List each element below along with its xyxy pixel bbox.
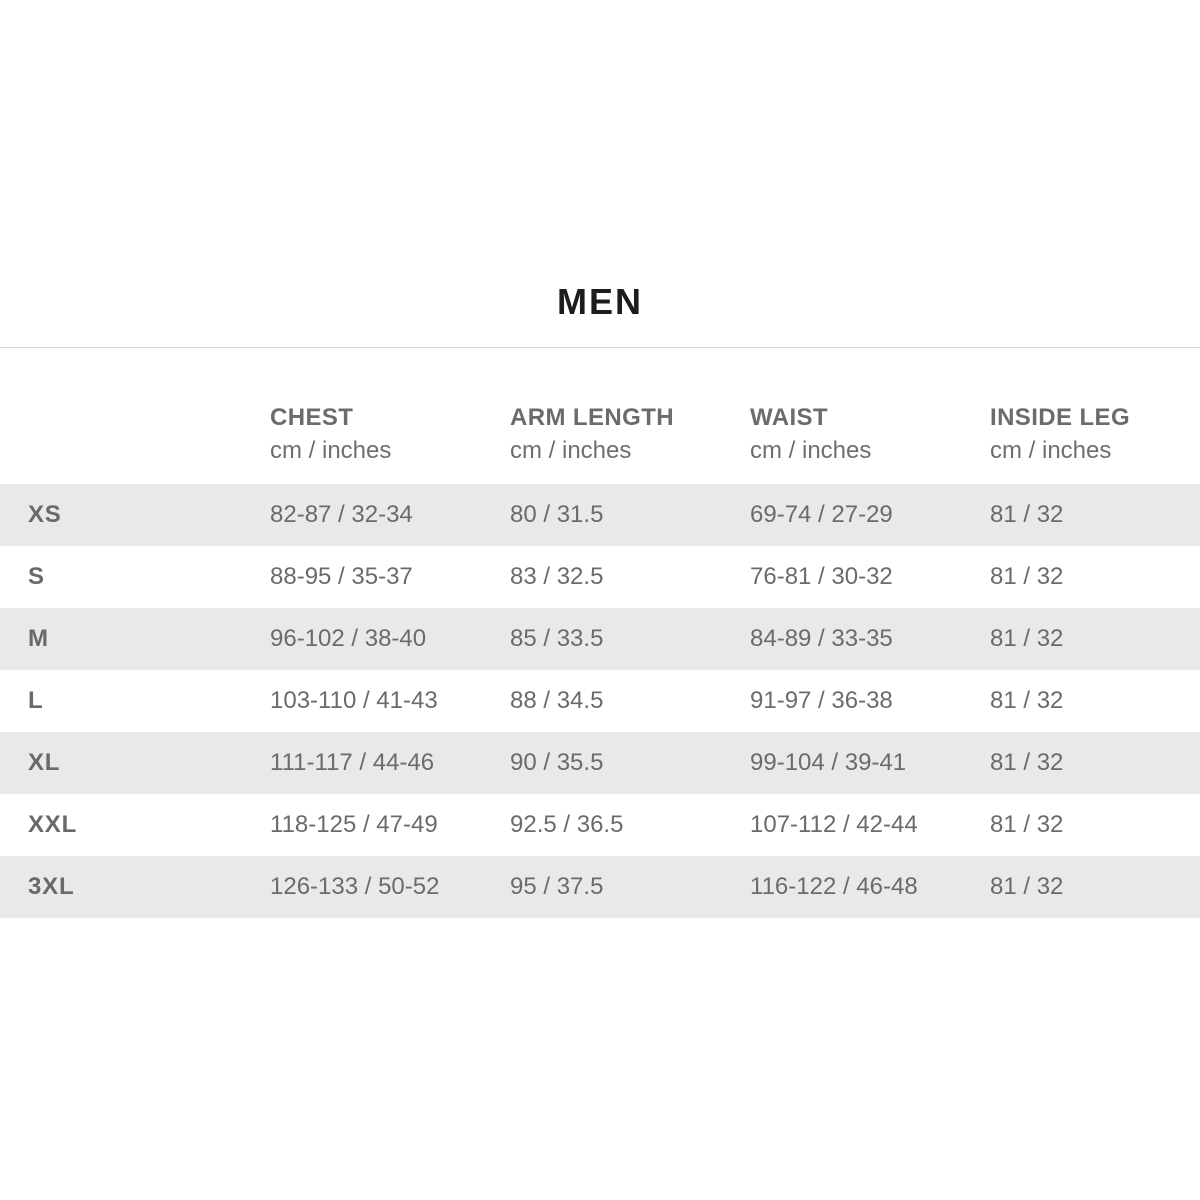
table-row-m [0,608,1200,670]
waist-value: 116-122 / 46-48 [750,873,918,900]
inside-leg-value: 81 / 32 [990,873,1064,900]
chest-value: 88-95 / 35-37 [270,563,413,590]
column-label-inside-leg: INSIDE LEG [990,404,1131,431]
arm-length-value: 92.5 / 36.5 [510,811,624,838]
inside-leg-value: 81 / 32 [990,563,1064,590]
column-unit-waist: cm / inches [750,437,872,464]
table-header-row [0,402,1200,467]
arm-length-value: 85 / 33.5 [510,625,604,652]
arm-length-value: 80 / 31.5 [510,501,604,528]
column-label-arm-length: ARM LENGTH [510,404,674,431]
column-unit-inside-leg: cm / inches [990,437,1112,464]
waist-value: 69-74 / 27-29 [750,501,893,528]
table-row-3xl [0,856,1200,918]
chest-value: 111-117 / 44-46 [270,749,435,776]
inside-leg-value: 81 / 32 [990,501,1064,528]
size-label: XXL [28,811,78,838]
waist-value: 91-97 / 36-38 [750,687,893,714]
table-row-s [0,546,1200,608]
column-header-arm-length [510,402,750,467]
size-label: M [28,625,49,652]
column-header-chest [270,402,510,467]
waist-value: 76-81 / 30-32 [750,563,893,590]
table-row-xxl [0,794,1200,856]
chest-value: 82-87 / 32-34 [270,501,413,528]
table-body [0,484,1200,918]
size-label: 3XL [28,873,75,900]
column-unit-arm-length: cm / inches [510,437,632,464]
column-header-inside-leg [990,402,1200,467]
inside-leg-value: 81 / 32 [990,749,1064,776]
arm-length-value: 95 / 37.5 [510,873,604,900]
size-label: S [28,563,45,590]
arm-length-value: 83 / 32.5 [510,563,604,590]
header-size-spacer [28,402,270,467]
table-row-l [0,670,1200,732]
waist-value: 84-89 / 33-35 [750,625,893,652]
waist-value: 99-104 / 39-41 [750,749,907,776]
inside-leg-value: 81 / 32 [990,625,1064,652]
page-title: MEN [557,281,643,322]
table-row-xl [0,732,1200,794]
chest-value: 103-110 / 41-43 [270,687,438,714]
table-row-xs [0,484,1200,546]
chest-value: 126-133 / 50-52 [270,873,440,900]
column-header-waist [750,402,990,467]
arm-length-value: 90 / 35.5 [510,749,604,776]
waist-value: 107-112 / 42-44 [750,811,918,838]
arm-length-value: 88 / 34.5 [510,687,604,714]
size-label: XS [28,501,62,528]
title-divider [0,347,1200,348]
column-label-waist: WAIST [750,404,828,431]
column-label-chest: CHEST [270,404,354,431]
size-label: XL [28,749,61,776]
chest-value: 96-102 / 38-40 [270,625,427,652]
inside-leg-value: 81 / 32 [990,811,1064,838]
column-unit-chest: cm / inches [270,437,392,464]
inside-leg-value: 81 / 32 [990,687,1064,714]
chest-value: 118-125 / 47-49 [270,811,438,838]
size-label: L [28,687,44,714]
